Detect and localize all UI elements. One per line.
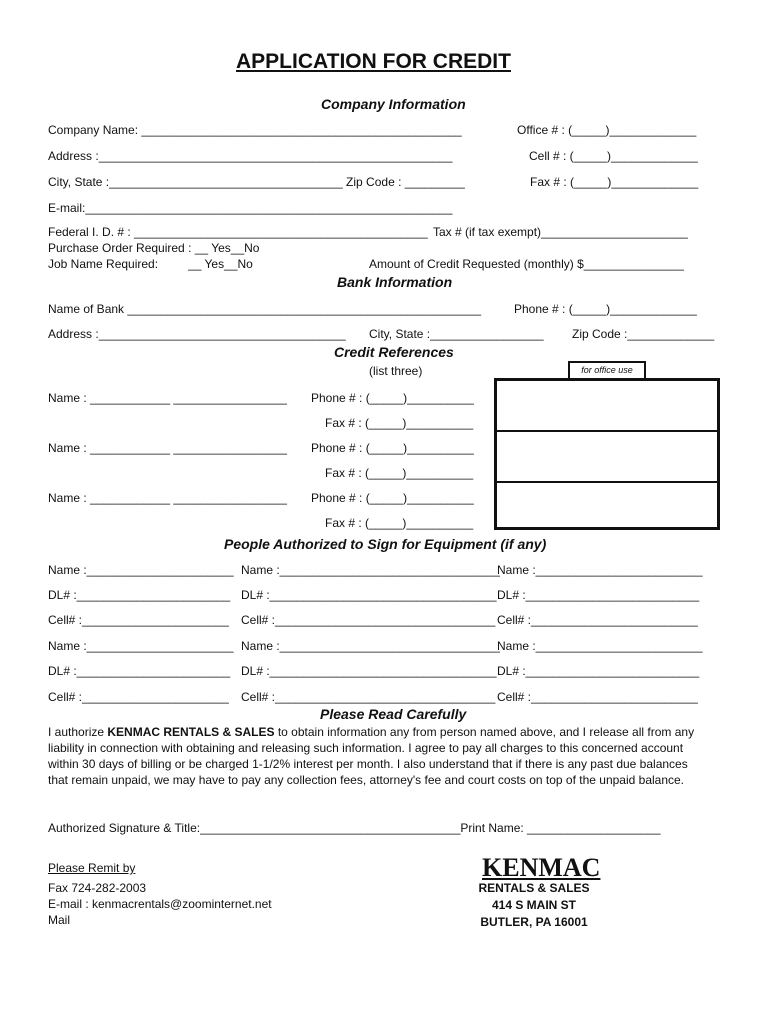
office-use-divider (497, 481, 717, 483)
credit-ref-1-name[interactable]: Name : ____________ _________________ (48, 391, 287, 405)
person-1-dl[interactable]: DL# :_______________________ (48, 588, 231, 602)
remit-mail: Mail (48, 913, 71, 927)
remit-heading: Please Remit by (48, 861, 136, 875)
credit-amount-field[interactable]: Amount of Credit Requested (monthly) $_______________ (369, 257, 684, 271)
section-bank-information: Bank Information (337, 274, 453, 290)
office-use-divider (497, 430, 717, 432)
company-email-field[interactable]: E-mail:_______________________________________________________ (48, 201, 453, 215)
office-use-box (494, 378, 720, 530)
job-name-required-field[interactable]: Job Name Required: __ Yes__No (48, 257, 253, 271)
person-3-cell[interactable]: Cell# :_________________________ (497, 613, 698, 627)
terms-body: to obtain information any from person named above, and I release all from any liability in connection with obtaining and releasing such information. I agree to pay all charges to this concerned account within 30 days of billing or be charged 1-1/2% interest per month. I also understand that if there is any past due balances that remain unpaid, we may have to pay any collection fees, attorney's fee and court costs on top of the unpaid balance. (48, 725, 695, 787)
credit-ref-2-name[interactable]: Name : ____________ _________________ (48, 441, 287, 455)
credit-references-subtitle: (list three) (369, 364, 423, 378)
person-4-cell[interactable]: Cell# :______________________ (48, 690, 229, 704)
bank-phone-field[interactable]: Phone # : (_____)_____________ (514, 302, 697, 316)
credit-ref-2-phone[interactable]: Phone # : (_____)__________ (311, 441, 474, 455)
person-2-dl[interactable]: DL# :__________________________________ (241, 588, 497, 602)
person-4-dl[interactable]: DL# :_______________________ (48, 664, 231, 678)
person-1-name[interactable]: Name :______________________ (48, 563, 234, 577)
person-6-dl[interactable]: DL# :__________________________ (497, 664, 700, 678)
credit-ref-2-fax[interactable]: Fax # : (_____)__________ (325, 466, 474, 480)
person-6-cell[interactable]: Cell# :_________________________ (497, 690, 698, 704)
bank-zip-field[interactable]: Zip Code :_____________ (572, 327, 715, 341)
federal-id-field[interactable]: Federal I. D. # : ____________________________________________ (48, 225, 428, 239)
kenmac-line-2: 414 S MAIN ST (491, 898, 577, 912)
company-cell-field[interactable]: Cell # : (_____)_____________ (529, 149, 698, 163)
person-2-cell[interactable]: Cell# :_________________________________ (241, 613, 496, 627)
company-address-field[interactable]: Address :_____________________________________________________ (48, 149, 453, 163)
bank-name-field[interactable]: Name of Bank _____________________________________________________ (48, 302, 482, 316)
person-5-dl[interactable]: DL# :__________________________________ (241, 664, 497, 678)
company-fax-field[interactable]: Fax # : (_____)_____________ (530, 175, 699, 189)
person-2-name[interactable]: Name :_________________________________ (241, 563, 500, 577)
person-1-cell[interactable]: Cell# :______________________ (48, 613, 229, 627)
kenmac-line-3: BUTLER, PA 16001 (480, 915, 588, 929)
credit-ref-1-fax[interactable]: Fax # : (_____)__________ (325, 416, 474, 430)
bank-address-field[interactable]: Address :_____________________________________ (48, 327, 346, 341)
page-title: APPLICATION FOR CREDIT (236, 50, 511, 73)
person-4-name[interactable]: Name :______________________ (48, 639, 234, 653)
office-phone-field[interactable]: Office # : (_____)_____________ (517, 123, 697, 137)
person-3-name[interactable]: Name :_________________________ (497, 563, 703, 577)
credit-ref-1-phone[interactable]: Phone # : (_____)__________ (311, 391, 474, 405)
section-credit-references: Credit References (334, 344, 454, 360)
terms-company: KENMAC RENTALS & SALES (107, 725, 275, 739)
tax-exempt-field[interactable]: Tax # (if tax exempt)______________________ (433, 225, 688, 239)
office-use-tab: for office use (568, 361, 646, 378)
signature-field[interactable]: Authorized Signature & Title:_______________________________________Print Name: ____________________ (48, 821, 661, 835)
credit-ref-3-phone[interactable]: Phone # : (_____)__________ (311, 491, 474, 505)
company-city-zip-field[interactable]: City, State :___________________________________ Zip Code : _________ (48, 175, 465, 189)
remit-email: E-mail : kenmacrentals@zoominternet.net (48, 897, 272, 911)
kenmac-logo: KENMAC (482, 853, 601, 882)
bank-city-field[interactable]: City, State :_________________ (369, 327, 544, 341)
kenmac-line-1: RENTALS & SALES (478, 881, 590, 895)
terms-intro: I authorize (48, 725, 108, 739)
person-5-cell[interactable]: Cell# :_________________________________ (241, 690, 496, 704)
terms-paragraph (48, 724, 708, 788)
section-please-read: Please Read Carefully (320, 706, 467, 722)
remit-fax: Fax 724-282-2003 (48, 881, 147, 895)
section-people-authorized: People Authorized to Sign for Equipment (if any) (224, 536, 547, 552)
purchase-order-required-field[interactable]: Purchase Order Required : __ Yes__No (48, 241, 260, 255)
company-name-field[interactable]: Company Name: ________________________________________________ (48, 123, 462, 137)
section-company-information: Company Information (321, 96, 466, 112)
person-6-name[interactable]: Name :_________________________ (497, 639, 703, 653)
credit-ref-3-name[interactable]: Name : ____________ _________________ (48, 491, 287, 505)
person-3-dl[interactable]: DL# :__________________________ (497, 588, 700, 602)
credit-ref-3-fax[interactable]: Fax # : (_____)__________ (325, 516, 474, 530)
person-5-name[interactable]: Name :_________________________________ (241, 639, 500, 653)
